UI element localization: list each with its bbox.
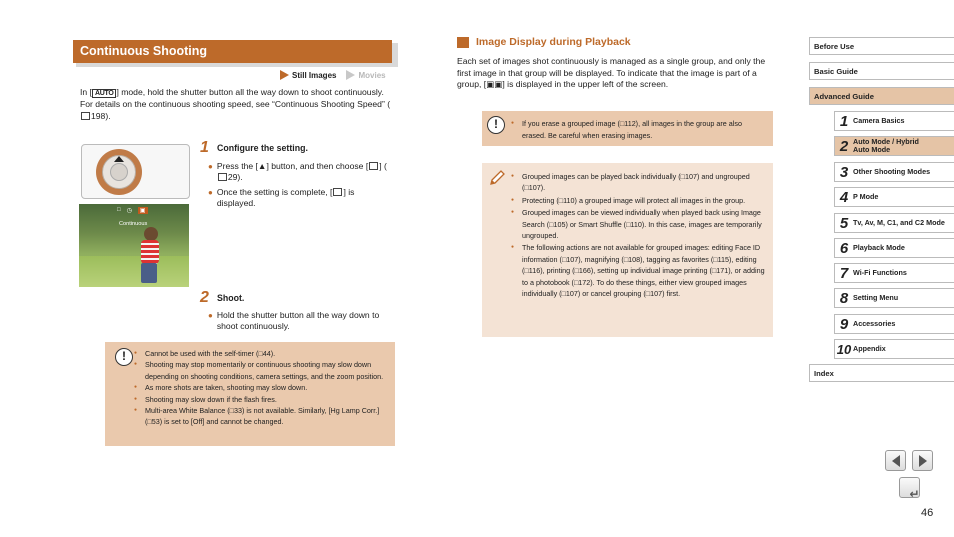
single-shot-icon: □ [117, 207, 121, 213]
chapter-label: Other Shooting Modes [853, 166, 931, 176]
nav-chapter-8[interactable] [834, 288, 954, 308]
caution-item: ● Shooting may stop momentarily or continuous shooting may slow down depending on shooting conditions, camera settings, and the zoom position. [145, 359, 393, 382]
triangle-icon [346, 70, 355, 80]
nav-advanced-guide[interactable]: Advanced Guide [809, 87, 954, 105]
bullet-icon: ● [208, 188, 213, 197]
photo-child-head [144, 227, 158, 241]
chapter-number: 1 [839, 112, 849, 130]
return-button[interactable]: ↵ [899, 477, 920, 498]
note-list [522, 171, 767, 300]
nav-chapter-4[interactable] [834, 187, 954, 207]
chapter-number: 7 [839, 264, 849, 282]
chapter-label: P Mode [853, 191, 879, 201]
continuous-icon [333, 188, 342, 196]
chapter-number: 10 [836, 341, 852, 357]
note-item: ● The following actions are not available for grouped images: editing Face ID information (□107), magnifying (□108), tagging as favorites (□115), editing (□116), printing (□166), setting up individual image printing (□171), or adding to a photobook (□172). To do these things, either view grouped images individually (□107) or cancel grouping (□107) first. [522, 242, 767, 299]
step-2-number: 2 [200, 289, 209, 306]
bullet-icon: ● [208, 162, 213, 171]
func-set-button [110, 163, 128, 181]
intro-paragraph-2: For details on the continuous shooting speed, see “Continuous Shooting Speed” (198). [80, 99, 391, 121]
chapter-number: 5 [839, 214, 849, 232]
next-page-button[interactable] [912, 450, 933, 471]
bullet-icon: ● [208, 311, 213, 320]
note-box [482, 163, 773, 337]
chapter-label: Setting Menu [853, 292, 899, 302]
caution-box-left [105, 342, 395, 446]
previous-page-button[interactable] [885, 450, 906, 471]
auto-mode-icon: AUTO [92, 89, 117, 98]
chapter-number: 4 [839, 188, 849, 206]
arrow-right-icon [919, 455, 927, 467]
self-timer-icon: ◷ [126, 208, 132, 214]
section-title: Continuous Shooting [73, 40, 392, 63]
section-header [73, 40, 395, 64]
chapter-label: Camera Basics [853, 115, 905, 125]
control-dial-illustration [81, 144, 190, 199]
caution-icon: ! [115, 348, 133, 366]
caution-item: ● Multi-area White Balance (□33) is not available. Similarly, [Hg Lamp Corr.] (□53) is set to [Off] and cannot be changed. [145, 405, 393, 428]
triangle-icon [280, 70, 289, 80]
nav-chapter-1[interactable] [834, 111, 954, 131]
step-1-number: 1 [200, 139, 209, 156]
nav-basic-guide[interactable]: Basic Guide [809, 62, 954, 80]
note-item: ● Protecting (□110) a grouped image will protect all images in the group. [522, 195, 767, 206]
caution-box-right [482, 111, 773, 146]
chapter-number: 3 [839, 163, 849, 181]
up-arrow-icon [114, 156, 124, 162]
chapter-label: Tv, Av, M, C1, and C2 Mode [853, 217, 945, 227]
nav-chapter-10[interactable] [834, 339, 954, 359]
chapter-number: 6 [839, 239, 849, 257]
note-item: ● Grouped images can be viewed individually when played back using Image Search (□105) or Smart Shuffle (□110). In this case, images are temporarily ungrouped. [522, 207, 767, 241]
chapter-label: Auto Mode / Hybrid Auto Mode [853, 136, 919, 154]
chapter-number: 2 [839, 137, 849, 155]
chapter-number: 8 [839, 289, 849, 307]
book-icon [81, 112, 90, 120]
caution-item: ● As more shots are taken, shooting may slow down. [145, 382, 393, 393]
page-number: 46 [921, 507, 934, 519]
chapter-label: Wi-Fi Functions [853, 267, 907, 277]
step-2-title: Shoot. [217, 293, 245, 303]
step-1-bullet-1: ● Press the [▲] button, and then choose [ ] (29). [208, 161, 387, 183]
nav-chapter-3[interactable] [834, 162, 954, 182]
arrow-left-icon [892, 455, 900, 467]
pencil-icon [488, 169, 506, 187]
still-images-mode: Still Images [280, 70, 336, 80]
subsection-square-icon [457, 37, 469, 48]
nav-chapter-9[interactable] [834, 314, 954, 334]
intro-text [80, 87, 398, 122]
nav-before-use[interactable]: Before Use [809, 37, 954, 55]
nav-index[interactable]: Index [809, 364, 954, 382]
up-button-icon: ▲ [257, 161, 267, 171]
subsection-paragraph: Each set of images shot continuously is managed as a single group, and only the first image in that group will be displayed. To indicate that the image is part of a group, [▣▣] is displayed in the upper left of the screen. [457, 56, 766, 89]
mode-indicator [280, 70, 386, 80]
nav-chapter-6[interactable] [834, 238, 954, 258]
movies-mode: Movies [346, 70, 385, 80]
chapter-label: Accessories [853, 318, 896, 328]
caution-item: ● Shooting may slow down if the flash fires. [145, 394, 393, 405]
book-icon [218, 173, 227, 181]
screen-hud [117, 207, 148, 214]
intro-paragraph-1: In [ AUTO ] mode, hold the shutter button all the way down to shoot continuously. [80, 87, 384, 97]
camera-screen-photo [79, 204, 189, 287]
chapter-label: Playback Mode [853, 242, 905, 252]
chapter-number: 9 [839, 315, 849, 333]
step-1-bullet-2: ● Once the setting is complete, [ ] is displayed. [208, 187, 355, 209]
step-1-title: Configure the setting. [217, 143, 308, 153]
caution-item: ● Cannot be used with the self-timer (□44). [145, 348, 393, 359]
caution-list [145, 348, 393, 428]
caution-list [522, 118, 767, 141]
continuous-icon [369, 162, 378, 170]
photo-grass [79, 256, 189, 287]
nav-chapter-2[interactable] [834, 136, 954, 156]
chapter-label: Appendix [853, 343, 886, 353]
nav-chapter-7[interactable] [834, 263, 954, 283]
screen-label: Continuous [119, 221, 148, 227]
continuous-icon: ▣ [139, 208, 146, 214]
photo-child-body [141, 240, 159, 264]
note-item: ● Grouped images can be played back individually (□107) and ungrouped (□107). [522, 171, 767, 194]
step-2-bullet-1: ● Hold the shutter button all the way down to shoot continuously. [208, 310, 380, 332]
caution-icon: ! [487, 116, 505, 134]
caution-item: ● If you erase a grouped image (□112), all images in the group are also erased. Be careful when erasing images. [522, 118, 767, 141]
subsection-title: Image Display during Playback [476, 36, 631, 48]
photo-child-legs [141, 263, 157, 283]
nav-chapter-5[interactable] [834, 213, 954, 233]
